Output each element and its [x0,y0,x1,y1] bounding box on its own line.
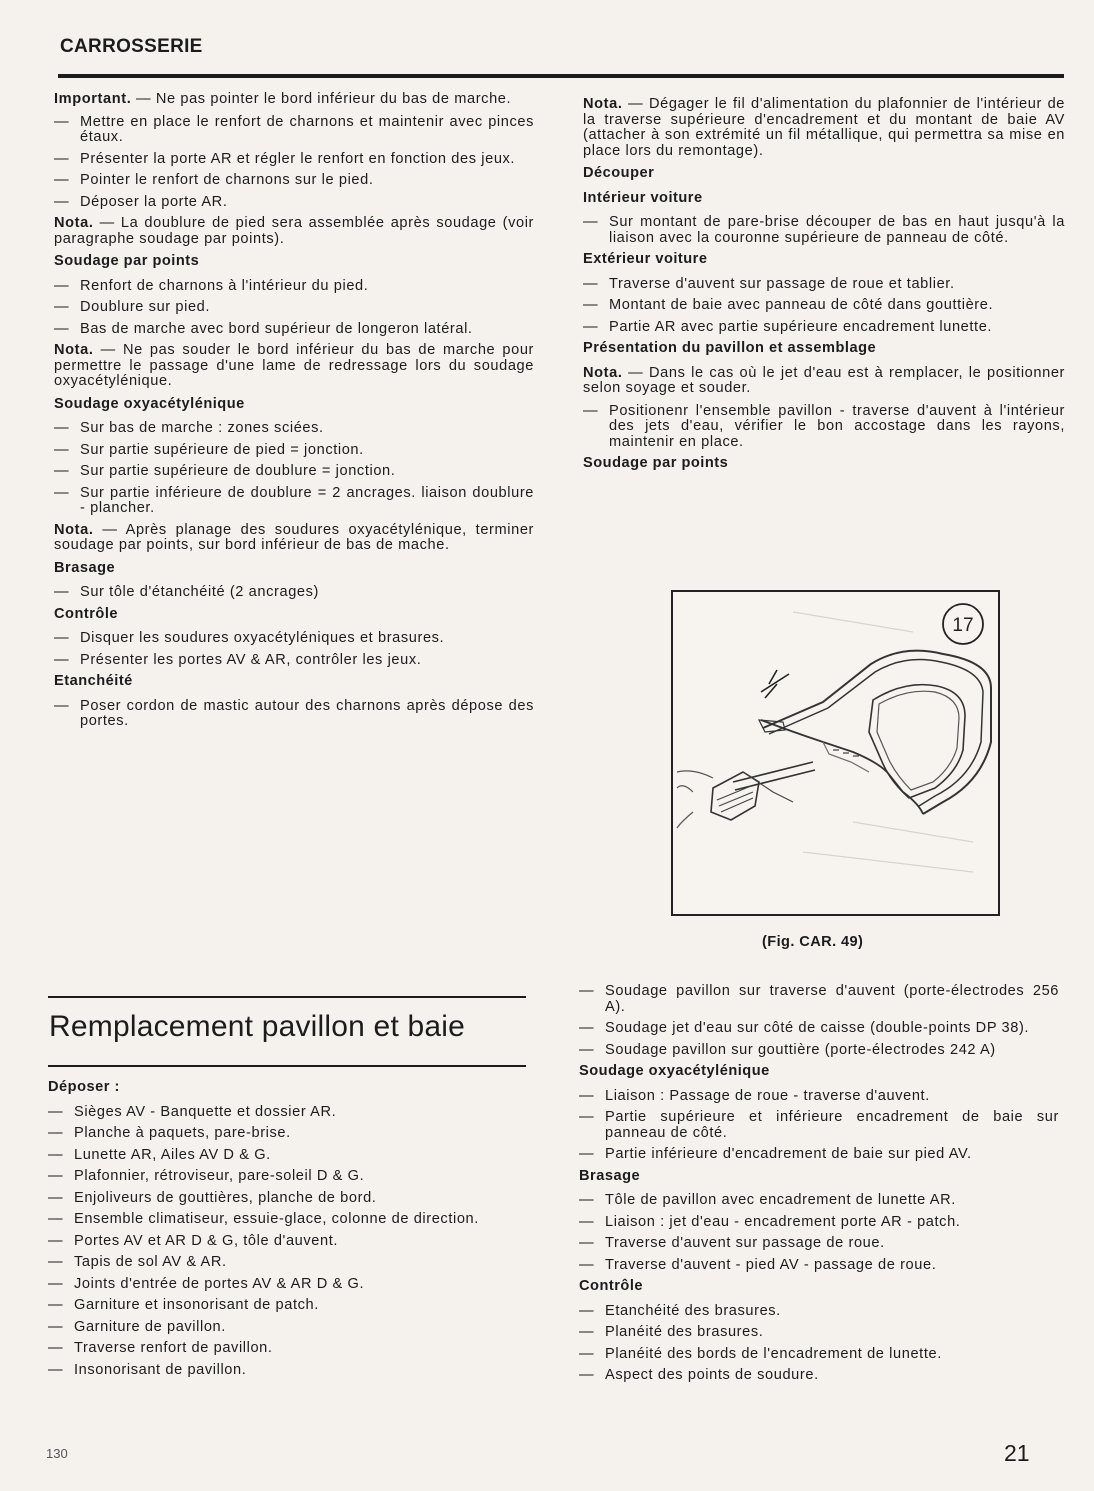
list-item [48,1212,526,1228]
note-text: — Ne pas souder le bord inférieur du bas de marche pour permettre le passage d'une lame de redressage lors du soudage oxyacétylénique. [54,342,534,389]
dash-bullet: — [54,584,70,600]
section-heading: Soudage oxyacétylénique [54,395,245,412]
list-item-text: Joints d'entrée de portes AV & AR D & G. [74,1275,365,1292]
list-item [579,1304,1059,1320]
list-item-text: Lunette AR, Ailes AV D & G. [74,1146,271,1163]
note-text: — Dans le cas où le jet d'eau est à remplacer, le positionner selon soyage et souder. [583,364,1065,396]
section-heading: Présentation du pavillon et assemblage [583,340,877,356]
list-item [579,1325,1059,1341]
dash-bullet: — [583,214,599,230]
dash-bullet: — [54,150,70,167]
list-item [579,1368,1059,1384]
list-item [54,322,534,338]
dash-bullet: — [54,277,70,294]
dash-bullet: — [54,484,70,501]
dash-bullet: — [579,1235,595,1251]
list-item-text: Garniture et insonorisant de patch. [74,1297,319,1313]
list-item [48,1191,526,1207]
dash-bullet: — [579,1324,595,1340]
section-heading: Etanchéité [54,673,133,689]
list-item [54,443,534,459]
list-item-text: Positionenr l'ensemble pavillon - traverse d'auvent à l'intérieur des jets d'eau, vérifier le bon accostage dans les rayons, maintenir en place. [609,402,1065,450]
dash-bullet: — [48,1189,64,1206]
list-item [54,195,534,211]
list-item-text: Traverse d'auvent sur passage de roue. [605,1235,885,1251]
list-item-text: Planche à paquets, pare-brise. [74,1125,291,1141]
dash-bullet: — [48,1297,64,1313]
list-item [583,298,1065,314]
note-paragraph [54,523,534,554]
list-item [48,1363,526,1379]
list-item-text: Soudage pavillon sur traverse d'auvent (porte-électrodes 256 A). [605,983,1059,1015]
list-item-text: Tôle de pavillon avec encadrement de lunette AR. [605,1192,956,1208]
list-item-text: Présenter la porte AR et régler le renfort en fonction des jeux. [80,150,516,167]
list-item [583,277,1065,293]
list-item [54,653,534,669]
dash-bullet: — [48,1232,64,1249]
section-heading: Contrôle [54,605,118,622]
list-item-text: Sur partie inférieure de doublure = 2 ancrages. liaison doublure - plancher. [80,484,534,516]
list-item [54,421,534,437]
section-heading: Déposer : [48,1079,120,1095]
dash-bullet: — [54,420,70,436]
dash-bullet: — [579,1256,595,1273]
note-paragraph [583,97,1065,159]
list-item-text: Sièges AV - Banquette et dossier AR. [74,1103,337,1120]
dash-bullet: — [54,172,70,188]
note-label: Nota. [583,96,623,112]
list-item-text: Renfort de charnons à l'intérieur du pied. [80,277,369,294]
dash-bullet: — [48,1211,64,1227]
dash-bullet: — [579,983,595,999]
note-text: — Dégager le fil d'alimentation du plafonnier de l'intérieur de la traverse supérieure d'encadrement et du montant de baie AV (attacher à son extrémité un fil métallique, qui permettra sa mise en place lors du remontage). [583,96,1066,159]
dash-bullet: — [48,1146,64,1163]
note-text: — Ne pas pointer le bord inférieur du bas de marche. [136,91,512,107]
list-item [48,1255,526,1271]
note-label: Important. [54,91,132,107]
dash-bullet: — [48,1103,64,1120]
list-item-text: Soudage pavillon sur gouttière (porte-électrodes 242 A) [605,1041,996,1058]
dash-bullet: — [579,1087,595,1104]
note-text: — Après planage des soudures oxyacétylénique, terminer soudage par points, sur bord inférieur de bas de mache. [54,521,534,553]
list-item [579,1021,1059,1037]
list-item [48,1105,526,1121]
figure-car-49 [671,590,1000,916]
list-item-text: Enjoliveurs de gouttières, planche de bord. [74,1189,377,1206]
dash-bullet: — [48,1361,64,1378]
right-column [583,97,1065,481]
list-item [54,631,534,647]
list-item [583,215,1065,246]
list-item [48,1320,526,1336]
dash-bullet: — [54,630,70,646]
list-item-text: Traverse d'auvent - pied AV - passage de roue. [605,1256,937,1273]
dash-bullet: — [579,1041,595,1058]
list-item [54,279,534,295]
list-item-text: Déposer la porte AR. [80,193,228,210]
section-heading: Intérieur voiture [583,189,703,206]
dash-bullet: — [54,113,70,130]
list-item [579,1089,1059,1105]
note-label: Nota. [54,342,94,358]
list-item [48,1234,526,1250]
note-paragraph [583,366,1065,397]
list-item [583,404,1065,451]
dash-bullet: — [579,1192,595,1208]
list-item-text: Partie AR avec partie supérieure encadrement lunette. [609,318,993,335]
list-item [579,1147,1059,1163]
list-item-text: Planéité des brasures. [605,1324,764,1340]
page-header-title: CARROSSERIE [60,36,203,57]
list-item [579,1215,1059,1231]
dash-bullet: — [579,1146,595,1162]
dash-bullet: — [579,1109,595,1125]
note-paragraph [54,92,534,108]
list-item [54,152,534,168]
list-item [48,1169,526,1185]
section-heading: Extérieur voiture [583,251,708,267]
section-title: Remplacement pavillon et baie [49,1010,466,1043]
list-item-text: Plafonnier, rétroviseur, pare-soleil D & G. [74,1168,365,1184]
list-item [579,1347,1059,1363]
list-item-text: Pointer le renfort de charnons sur le pied. [80,172,374,188]
section-heading: Brasage [579,1167,641,1184]
roof-panel-illustration [673,592,998,914]
list-item-text: Sur montant de pare-brise découper de bas en haut jusqu'à la liaison avec la couronne supérieure de panneau de côté. [609,214,1065,246]
list-item-text: Mettre en place le renfort de charnons et maintenir avec pinces étaux. [80,113,534,145]
list-item-text: Traverse d'auvent sur passage de roue et tablier. [609,275,955,292]
list-item [583,320,1065,336]
list-item-text: Insonorisant de pavillon. [74,1361,247,1378]
list-item [579,1110,1059,1141]
list-item-text: Portes AV et AR D & G, tôle d'auvent. [74,1232,339,1249]
section-heading: Soudage oxyacétylénique [579,1063,770,1079]
dash-bullet: — [583,297,599,313]
dash-bullet: — [583,402,599,419]
list-item-text: Sur bas de marche : zones sciées. [80,420,324,436]
figure-caption: (Fig. CAR. 49) [762,934,864,950]
section-heading: Soudage par points [54,253,200,269]
section-heading: Contrôle [579,1278,643,1294]
list-item-text: Soudage jet d'eau sur côté de caisse (double-points DP 38). [605,1020,1030,1036]
right-column-continued [579,984,1059,1390]
list-item [48,1126,526,1142]
list-item-text: Liaison : Passage de roue - traverse d'auvent. [605,1087,930,1104]
list-item [54,699,534,730]
list-item-text: Bas de marche avec bord supérieur de longeron latéral. [80,320,473,337]
list-item [579,984,1059,1015]
dash-bullet: — [579,1213,595,1230]
page-number-fragment: 130 [46,1446,68,1461]
list-item [54,300,534,316]
dash-bullet: — [579,1302,595,1319]
list-item [579,1193,1059,1209]
list-item-text: Etanchéité des brasures. [605,1302,781,1319]
section-heading: Brasage [54,559,116,576]
list-item [54,173,534,189]
section-heading: Découper [583,165,655,181]
list-item [54,585,534,601]
dash-bullet: — [48,1125,64,1141]
list-item-text: Disquer les soudures oxyacétyléniques et brasures. [80,630,445,646]
list-item-text: Planéité des bords de l'encadrement de lunette. [605,1345,942,1362]
dash-bullet: — [54,697,70,714]
dash-bullet: — [54,193,70,210]
list-item-text: Partie inférieure d'encadrement de baie sur pied AV. [605,1146,972,1162]
dash-bullet: — [48,1340,64,1356]
list-item [48,1341,526,1357]
note-label: Nota. [583,364,623,381]
page-number: 21 [1004,1440,1030,1466]
list-item [48,1277,526,1293]
list-item [579,1043,1059,1059]
list-item [48,1148,526,1164]
dash-bullet: — [54,320,70,337]
list-item-text: Poser cordon de mastic autour des charnons après dépose des portes. [80,697,534,729]
section-rule-top [48,996,526,998]
list-item-text: Sur partie supérieure de pied = jonction. [80,441,364,458]
left-column [54,92,534,736]
list-item-text: Aspect des points de soudure. [605,1367,819,1383]
section-heading: Soudage par points [583,455,729,471]
list-item-text: Tapis de sol AV & AR. [74,1254,227,1270]
list-item [579,1258,1059,1274]
dash-bullet: — [54,651,70,668]
list-item [54,115,534,146]
dash-bullet: — [48,1254,64,1270]
list-item [48,1298,526,1314]
note-paragraph [54,343,534,390]
dash-bullet: — [579,1367,595,1383]
list-item-text: Doublure sur pied. [80,299,211,315]
list-item [54,464,534,480]
list-item-text: Partie supérieure et inférieure encadrement de baie sur panneau de côté. [605,1109,1059,1141]
dash-bullet: — [583,275,599,292]
list-item [54,486,534,517]
dash-bullet: — [54,441,70,458]
dash-bullet: — [48,1318,64,1335]
dash-bullet: — [54,299,70,315]
header-rule [58,74,1064,78]
deposer-column [48,1076,526,1384]
dash-bullet: — [48,1275,64,1292]
list-item [579,1236,1059,1252]
list-item-text: Ensemble climatiseur, essuie-glace, colonne de direction. [74,1211,479,1227]
section-rule-bottom [48,1065,526,1067]
list-item-text: Sur partie supérieure de doublure = jonction. [80,463,396,479]
list-item-text: Liaison : jet d'eau - encadrement porte AR - patch. [605,1213,961,1230]
list-item-text: Garniture de pavillon. [74,1318,226,1335]
list-item-text: Sur tôle d'étanchéité (2 ancrages) [80,584,319,600]
list-item-text: Montant de baie avec panneau de côté dans gouttière. [609,297,994,313]
note-text: — La doublure de pied sera assemblée après soudage (voir paragraphe soudage par points). [54,215,534,247]
note-label: Nota. [54,215,94,231]
figure-number: 17 [952,615,974,636]
dash-bullet: — [54,463,70,479]
dash-bullet: — [48,1168,64,1184]
note-label: Nota. [54,521,94,538]
dash-bullet: — [579,1345,595,1362]
list-item-text: Traverse renfort de pavillon. [74,1340,273,1356]
dash-bullet: — [583,318,599,335]
list-item-text: Présenter les portes AV & AR, contrôler les jeux. [80,651,422,668]
dash-bullet: — [579,1020,595,1036]
note-paragraph [54,216,534,247]
